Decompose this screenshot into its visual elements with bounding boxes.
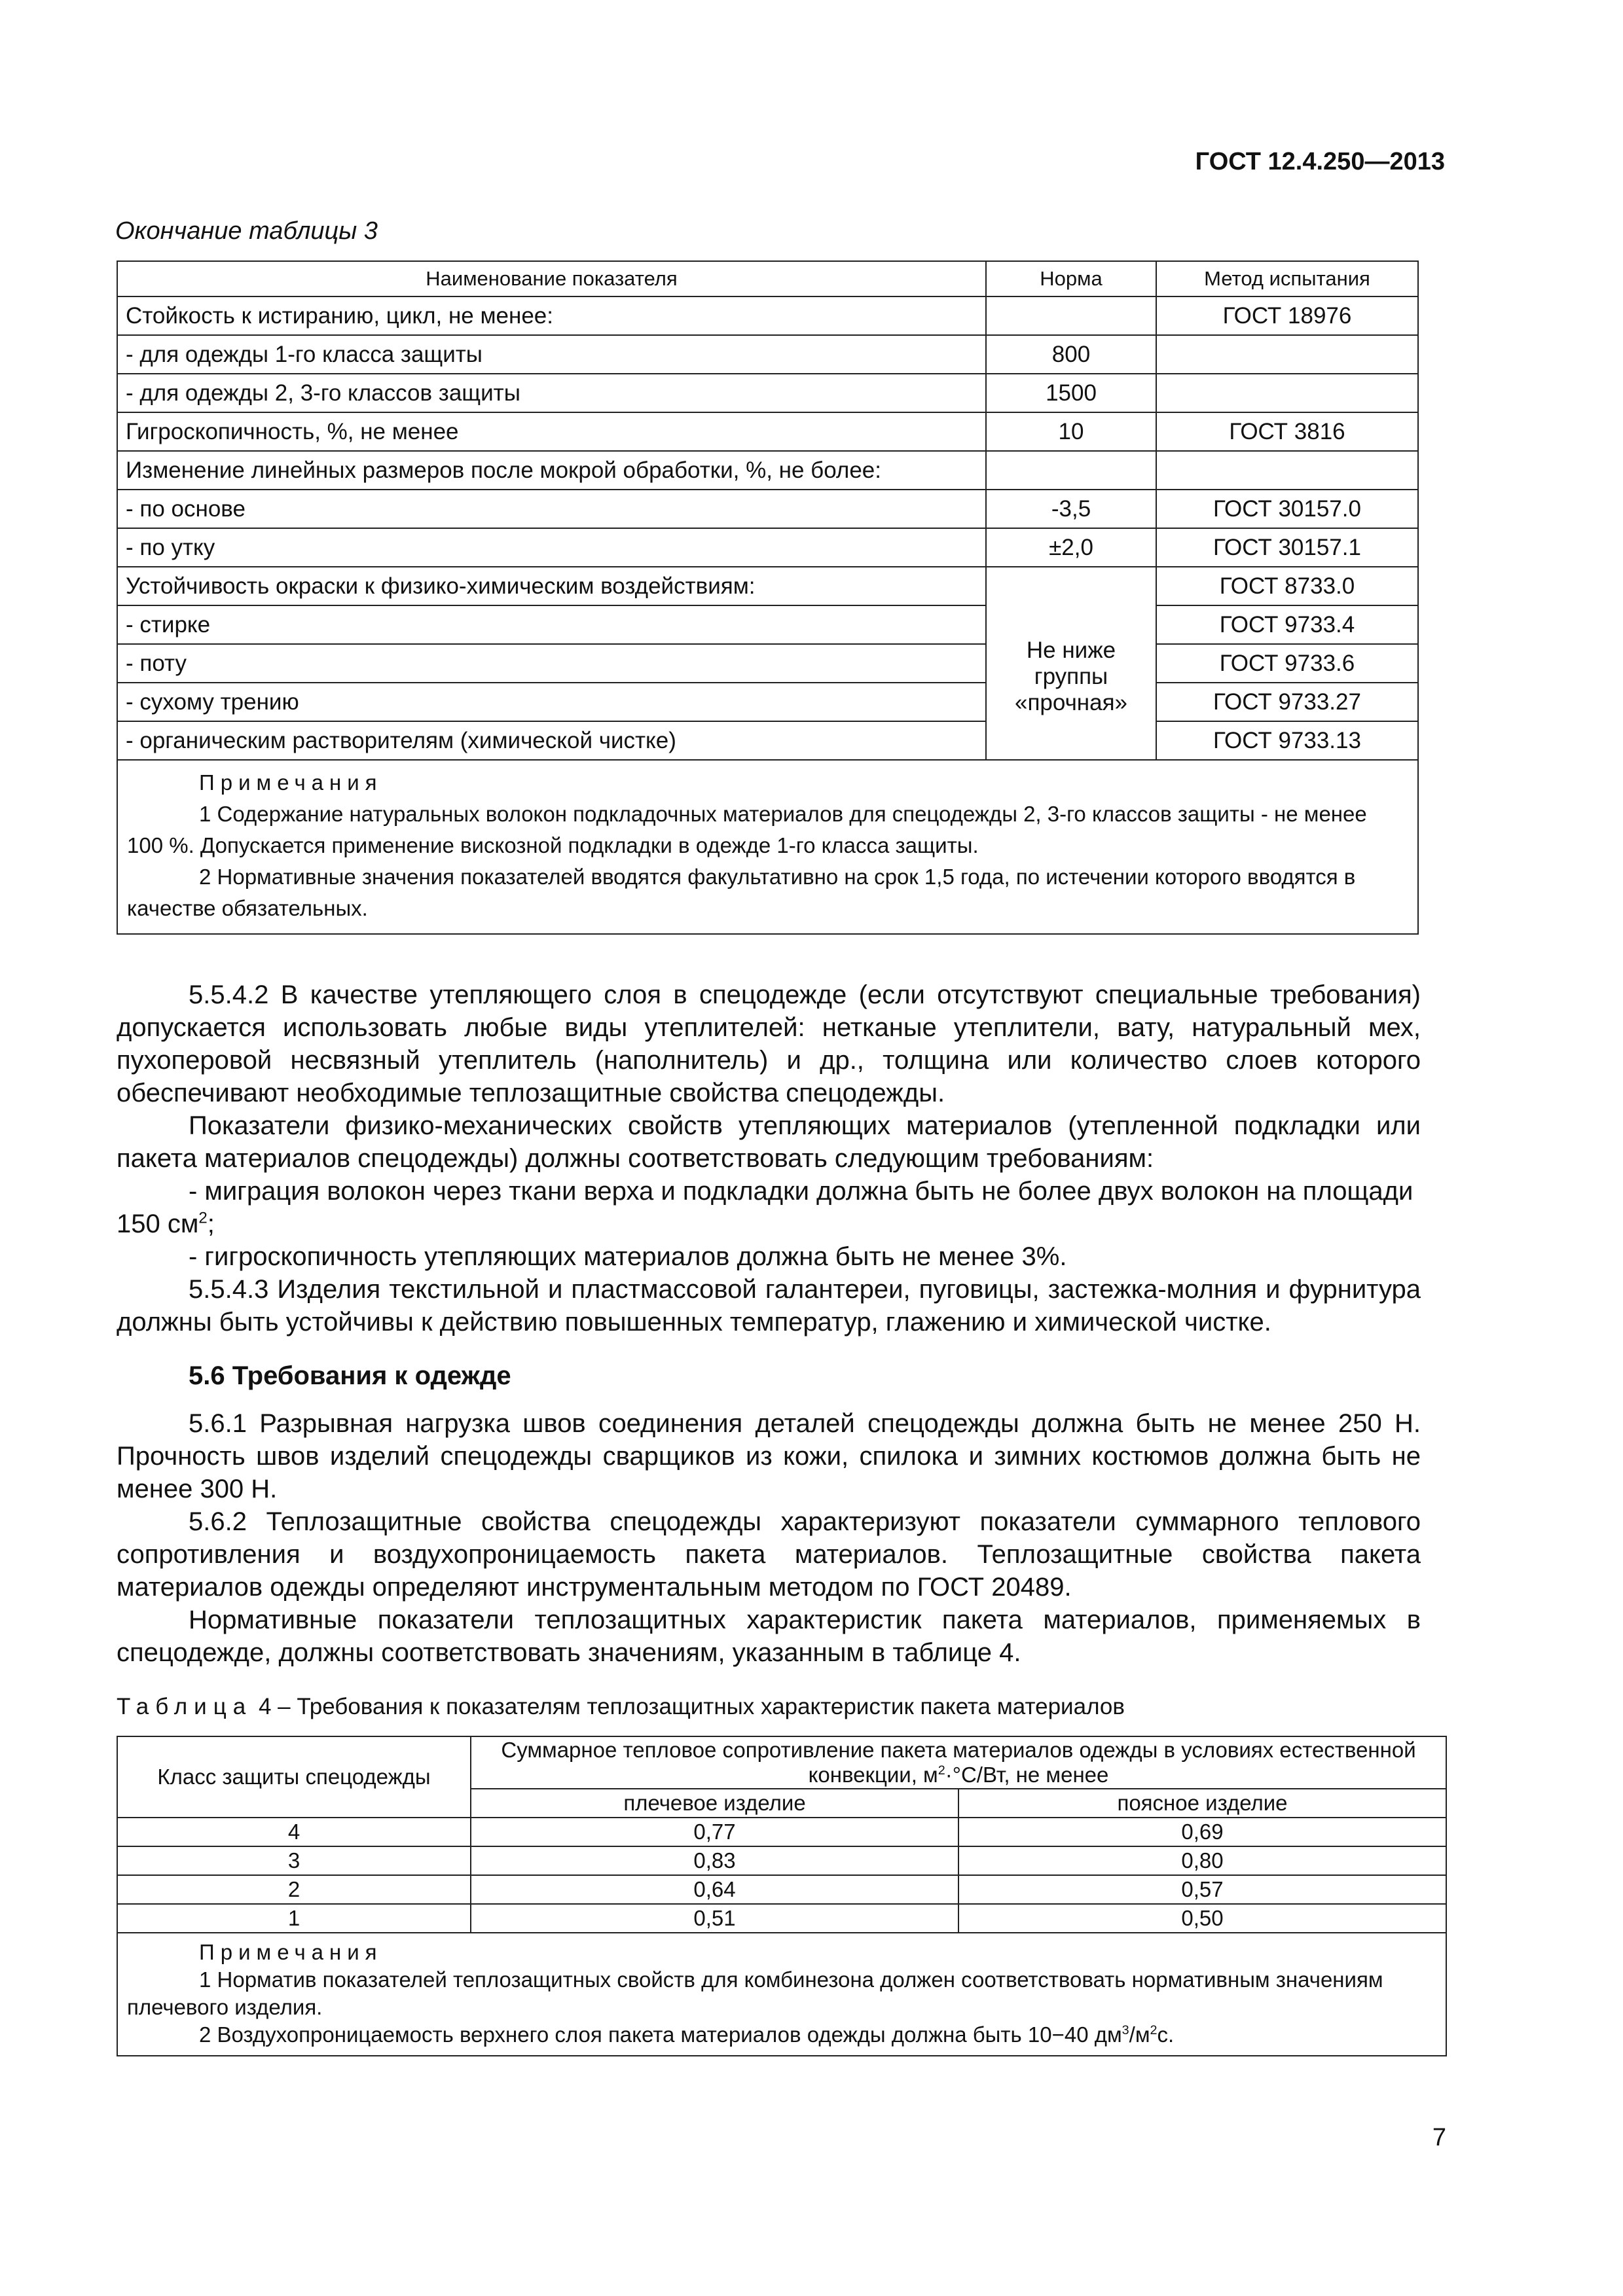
cell-class: 4 xyxy=(117,1818,471,1846)
cell-method: ГОСТ 30157.1 xyxy=(1156,528,1418,567)
cell-name: Гигроскопичность, %, не менее xyxy=(117,412,986,451)
cell-name: Стойкость к истиранию, цикл, не менее: xyxy=(117,296,986,335)
cell-norm-merged xyxy=(986,567,1156,760)
table-row xyxy=(117,683,1418,721)
cell-method: ГОСТ 9733.13 xyxy=(1156,721,1418,760)
cell-name: - органическим растворителям (химической чистке) xyxy=(117,721,986,760)
cell-norm: -3,5 xyxy=(986,490,1156,528)
paragraph-5542: 5.5.4.2 В качестве утепляющего слоя в спецодежде (если отсутствуют специальные требования) допускается использовать любые виды утеплителей: нетканые утеплители, вату, натуральный мех, пухоперовой несвязный утеплитель (наполнитель) и др., толщина или количество слоев которого обеспечивают необходимые теплозащитные свойства спецодежды. xyxy=(117,980,1421,1107)
table-row xyxy=(117,412,1418,451)
cell-norm: 1500 xyxy=(986,374,1156,412)
table-row xyxy=(117,721,1418,760)
table3-caption: Окончание таблицы 3 xyxy=(115,217,378,245)
table-row xyxy=(117,490,1418,528)
table-row xyxy=(117,1904,1446,1933)
superscript: 2 xyxy=(938,1763,945,1778)
table3-header-row xyxy=(117,261,1418,296)
cell-method: ГОСТ 3816 xyxy=(1156,412,1418,451)
norm-line: Не ниже xyxy=(1026,637,1116,663)
cell-class: 2 xyxy=(117,1875,471,1904)
cell-name: - стирке xyxy=(117,605,986,644)
note2-end: с. xyxy=(1157,2022,1175,2047)
table-row xyxy=(117,567,1418,605)
notes-heading: Примечания xyxy=(199,770,383,795)
group-text-end: ·°С/Вт, не менее xyxy=(945,1763,1109,1787)
cell-norm xyxy=(986,296,1156,335)
table-row xyxy=(117,528,1418,567)
paragraph-562: 5.6.2 Теплозащитные свойства спецодежды характеризуют показатели суммарного теплового сопротивления и воздухопроницаемость пакета материалов. Теплозащитные свойства пакета материалов одежды определяют инструментальным методом по ГОСТ 20489. xyxy=(117,1507,1421,1602)
cell-method: ГОСТ 18976 xyxy=(1156,296,1418,335)
note2-text: 2 Воздухопроницаемость верхнего слоя пакета материалов одежды должна быть 10−40 дм xyxy=(199,2022,1122,2047)
cell-waist: 0,69 xyxy=(958,1818,1446,1846)
table-row xyxy=(117,296,1418,335)
page-number: 7 xyxy=(1432,2124,1446,2151)
cell-shoulder: 0,77 xyxy=(471,1818,958,1846)
table4-notes-row xyxy=(117,1933,1446,2056)
cell-method xyxy=(1156,335,1418,374)
cell-waist: 0,57 xyxy=(958,1875,1446,1904)
col-header-norm: Норма xyxy=(986,261,1156,296)
paragraph-norm: Нормативные показатели теплозащитных характеристик пакета материалов, применяемых в спецодежде, должны соответствовать значениям, указанным в таблице 4. xyxy=(117,1605,1421,1667)
cell-norm xyxy=(986,451,1156,490)
cell-name: - для одежды 1-го класса защиты xyxy=(117,335,986,374)
col-header-group xyxy=(471,1736,1446,1789)
norm-line: «прочная» xyxy=(1014,689,1128,715)
note-item xyxy=(127,2021,1436,2049)
cell-name: - для одежды 2, 3-го классов защиты xyxy=(117,374,986,412)
cell-name: - сухому трению xyxy=(117,683,986,721)
table4-header-row xyxy=(117,1736,1446,1789)
cell-name: - по утку xyxy=(117,528,986,567)
cell-shoulder: 0,51 xyxy=(471,1904,958,1933)
superscript: 2 xyxy=(198,1209,208,1227)
note2-mid: /м xyxy=(1129,2022,1150,2047)
table3 xyxy=(117,260,1419,935)
superscript: 3 xyxy=(1122,2023,1129,2037)
cell-waist: 0,50 xyxy=(958,1904,1446,1933)
section-heading-56: 5.6 Требования к одежде xyxy=(189,1361,511,1390)
cell-norm: ±2,0 xyxy=(986,528,1156,567)
cell-name: - поту xyxy=(117,644,986,683)
table4-notes xyxy=(117,1933,1446,2056)
cell-name: Изменение линейных размеров после мокрой обработки, %, не более: xyxy=(117,451,986,490)
cell-method: ГОСТ 9733.4 xyxy=(1156,605,1418,644)
cell-class: 3 xyxy=(117,1846,471,1875)
paragraph-indicators: Показатели физико-механических свойств утепляющих материалов (утепленной подкладки или пакета материалов спецодежды) должны соответствовать следующим требованиям: xyxy=(117,1111,1421,1173)
table-row xyxy=(117,451,1418,490)
col-header-shoulder: плечевое изделие xyxy=(471,1789,958,1818)
standard-code: ГОСТ 12.4.250—2013 xyxy=(1195,148,1445,175)
note-item: 2 Нормативные значения показателей вводятся факультативно на срок 1,5 года, по истечении которого вводятся в качестве обязательных. xyxy=(127,865,1356,920)
paragraph-561: 5.6.1 Разрывная нагрузка швов соединения деталей спецодежды должна быть не менее 250 Н. Прочность швов изделий спецодежды сварщиков из кожи, спилока и зимних костюмов должна быть не менее 300 Н. xyxy=(117,1409,1421,1503)
table3-notes-row xyxy=(117,760,1418,934)
col-header-class: Класс защиты спецодежды xyxy=(117,1736,471,1818)
caption-label: Таблица xyxy=(117,1694,253,1719)
cell-norm: 800 xyxy=(986,335,1156,374)
table-row xyxy=(117,1846,1446,1875)
list-item-migration xyxy=(117,1175,1421,1240)
note-item: 1 Содержание натуральных волокон подкладочных материалов для спецодежды 2, 3-го классов защиты - не менее 100 %. Допускается применение вискозной подкладки в одежде 1-го класса защиты. xyxy=(127,802,1367,857)
col-header-waist: поясное изделие xyxy=(958,1789,1446,1818)
section-5542 xyxy=(117,978,1421,1338)
cell-name: - по основе xyxy=(117,490,986,528)
table-row xyxy=(117,644,1418,683)
section-56 xyxy=(117,1407,1421,1669)
group-text: Суммарное тепловое сопротивление пакета материалов одежды в условиях естественной конвекции, м xyxy=(501,1738,1416,1787)
cell-method: ГОСТ 9733.6 xyxy=(1156,644,1418,683)
superscript: 2 xyxy=(1150,2023,1158,2037)
norm-line: группы xyxy=(1034,663,1108,689)
table-row xyxy=(117,374,1418,412)
cell-waist: 0,80 xyxy=(958,1846,1446,1875)
cell-method: ГОСТ 8733.0 xyxy=(1156,567,1418,605)
col-header-name: Наименование показателя xyxy=(117,261,986,296)
cell-method xyxy=(1156,374,1418,412)
table4 xyxy=(117,1736,1447,2056)
note-item: 1 Норматив показателей теплозащитных свойств для комбинезона должен соответствовать нормативным значениям плечевого изделия. xyxy=(127,1967,1383,2019)
cell-name: Устойчивость окраски к физико-химическим воздействиям: xyxy=(117,567,986,605)
table-row xyxy=(117,335,1418,374)
list-item-hygro: - гигроскопичность утепляющих материалов должна быть не менее 3%. xyxy=(189,1242,1067,1271)
table4-caption xyxy=(117,1694,1125,1720)
table-row xyxy=(117,605,1418,644)
notes-heading: Примечания xyxy=(199,1940,383,1964)
caption-rest: 4 – Требования к показателям теплозащитных характеристик пакета материалов xyxy=(258,1694,1125,1719)
cell-shoulder: 0,64 xyxy=(471,1875,958,1904)
cell-method: ГОСТ 30157.0 xyxy=(1156,490,1418,528)
paragraph-5543: 5.5.4.3 Изделия текстильной и пластмассовой галантереи, пуговицы, застежка-молния и фурнитура должны быть устойчивы к действию повышенных температур, глажению и химической чистке. xyxy=(117,1275,1421,1336)
table-row xyxy=(117,1875,1446,1904)
punct: ; xyxy=(207,1210,215,1238)
table3-notes xyxy=(117,760,1418,934)
cell-class: 1 xyxy=(117,1904,471,1933)
cell-norm: 10 xyxy=(986,412,1156,451)
table-row xyxy=(117,1818,1446,1846)
cell-method: ГОСТ 9733.27 xyxy=(1156,683,1418,721)
migration-text: - миграция волокон через ткани верха и подкладки должна быть не более двух волокон на площади 150 см xyxy=(117,1177,1413,1238)
cell-shoulder: 0,83 xyxy=(471,1846,958,1875)
cell-method xyxy=(1156,451,1418,490)
col-header-method: Метод испытания xyxy=(1156,261,1418,296)
